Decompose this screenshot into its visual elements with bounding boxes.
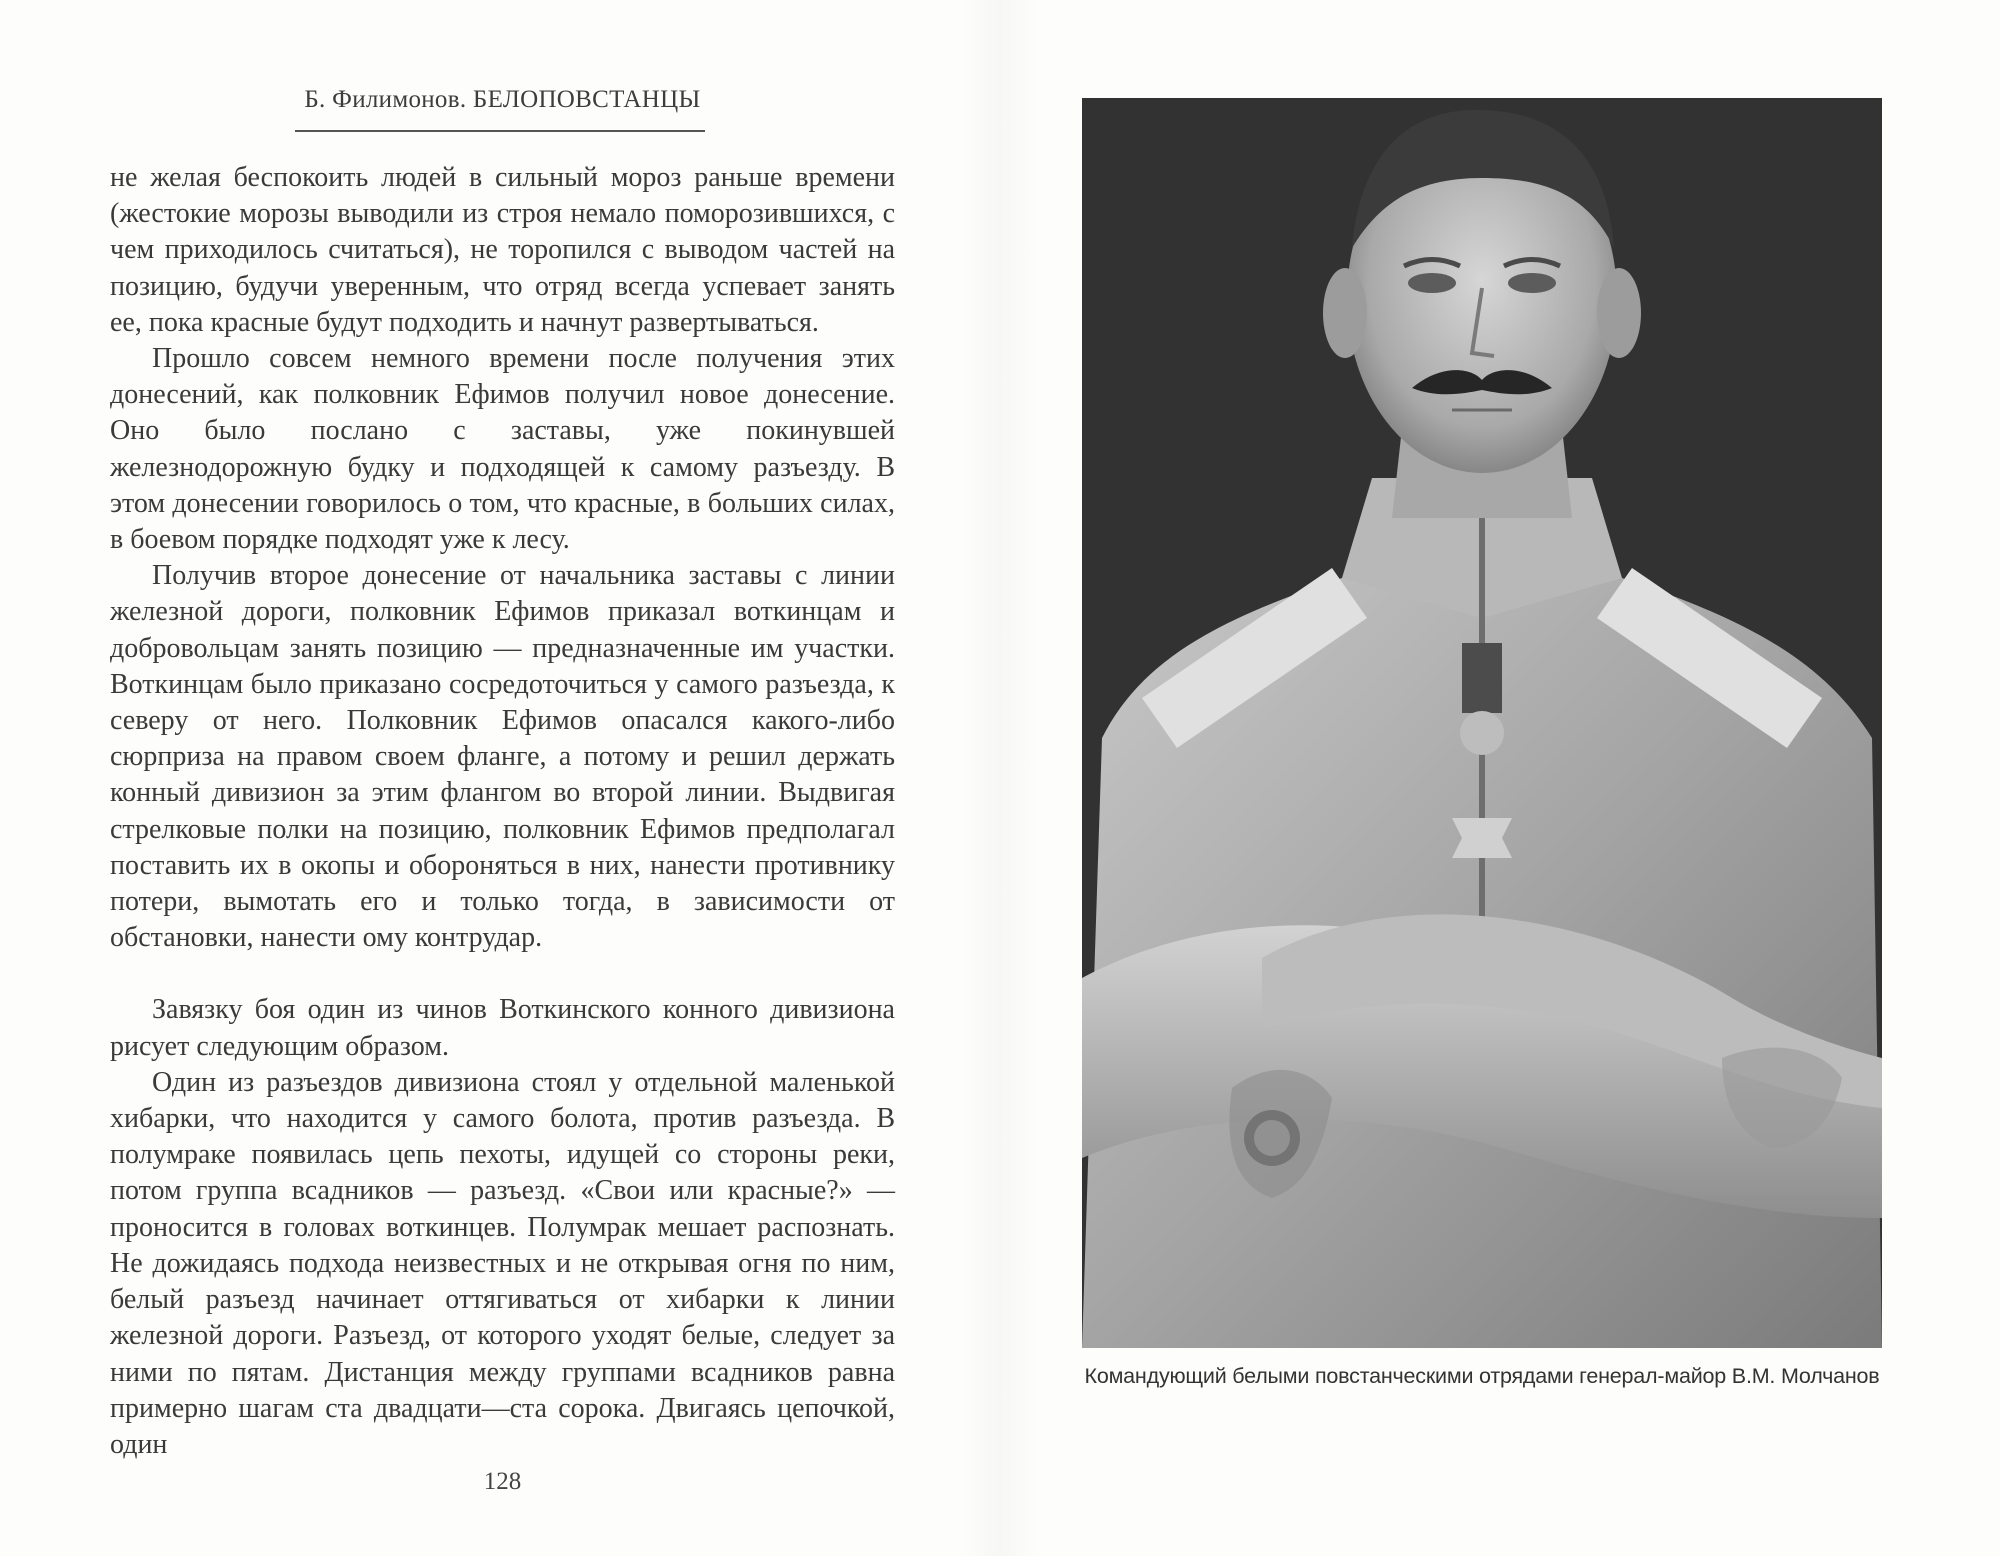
photo-caption: Командующий белыми повстанческими отрядами генерал-майор В.М. Молчанов: [1084, 1364, 1880, 1388]
paragraph-3: Получив второе донесение от начальника заставы с линии железной дороги, полковник Ефимов приказал воткинцам и добровольцам занять позицию — предназначенные им участки. Воткинцам было приказано сосредоточиться у самого разъезда, к северу от него. Полковник Ефимов опасался какого-либо сюрприза на правом своем фланге, а потому и решил держать конный дивизион за этим флангом во второй линии. Выдвигая стрелковые полки на позицию, полковник Ефимов предполагал поставить их в окопы и обороняться в них, нанести противнику потери, вымотать его и только тогда, в зависимости от обстановки, нанести ому контрудар.: [110, 560, 895, 954]
page-number: 128: [483, 1468, 522, 1495]
portrait-photo: [1082, 98, 1882, 1348]
running-head: Б. Филимонов. БЕЛОПОВСТАНЦЫ: [304, 86, 701, 113]
running-head-rule: [295, 130, 705, 132]
paragraph-5: Один из разъездов дивизиона стоял у отдельной маленькой хибарки, что находится у самого болота, против разъезда. В полумраке появилась цепь пехоты, идущей со стороны реки, потом группа всадников — разъезд. «Свои или красные?» — проносится в головах воткинцев. Полумрак мешает распознать. Не дожидаясь подхода неизвестных и не открывая огня по ним, белый разъезд начинает оттягиваться от хибарки к линии железной дороги. Разъезд, от которого уходят белые, следует за ними по пятам. Дистанция между группами всадников равна примерно шагам ста двадцати—ста сорока. Двигаясь цепочкой, один: [110, 1066, 895, 1460]
paragraph-1: не желая беспокоить людей в сильный мороз раньше времени (жестокие морозы выводили из строя немало поморозившихся, с чем приходилось считаться), не торопился с выводом частей на позицию, будучи уверенным, что отряд всегда успевает занять ее, пока красные будут подходить и начнут развертываться.: [110, 162, 895, 338]
paragraph-2: Прошло совсем немного времени после получения этих донесений, как полковник Ефимов получил новое донесение. Оно было послано с заставы, уже покинувшей железнодорожную будку и подходящей к самому разъезду. В этом донесении говорилось о том, что красные, в больших силах, в боевом порядке подходят уже к лесу.: [110, 343, 895, 556]
portrait-photo-icon: [1082, 98, 1882, 1348]
gutter-shadow: [960, 0, 1040, 1556]
body-text: [110, 160, 895, 1463]
paragraph-4: Завязку боя один из чинов Воткинского конного дивизиона рисует следующим образом.: [110, 994, 895, 1062]
